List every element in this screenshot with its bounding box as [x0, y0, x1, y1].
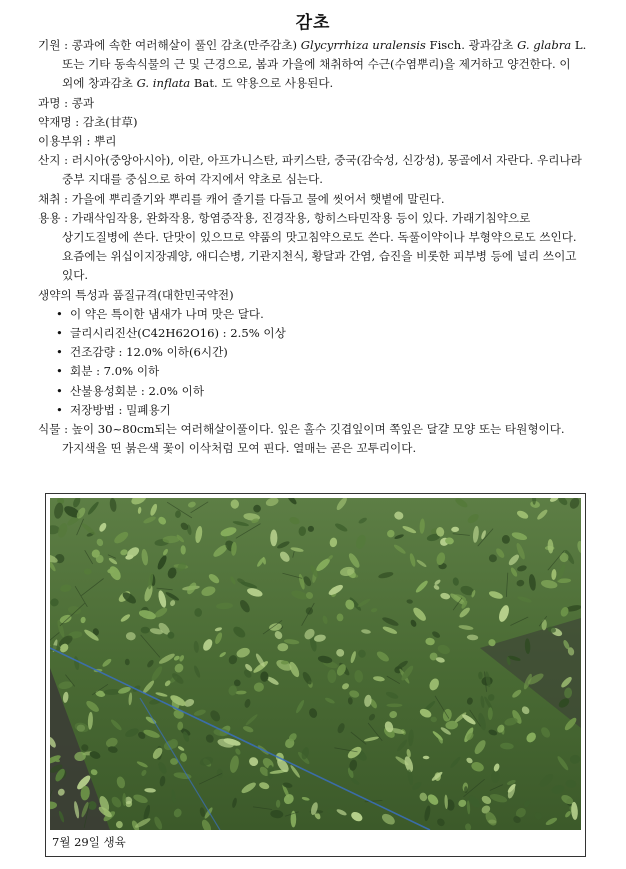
usage-label: 용용 : [38, 210, 72, 225]
quality-item: • 건조감량 : 12.0% 이하(6시간) [52, 343, 594, 362]
harvest-entry [38, 190, 594, 209]
part-used-label: 이용부위 : [38, 134, 95, 149]
part-used-entry [38, 132, 594, 151]
leaf-shape [270, 530, 277, 547]
photo-caption: 7월 29일 생육 [52, 835, 126, 849]
quality-heading: 생약의 특성과 품질규격(대한민국약전) [38, 287, 234, 302]
leaf-shape [464, 786, 468, 793]
habitat-label: 산지 : [38, 153, 72, 168]
origin-label: 기원 : [38, 38, 72, 52]
scientific-name-uralensis: Glycyrrhiza uralensis [300, 38, 426, 52]
leaf-shape [386, 704, 402, 708]
harvest-label: 채취 : [38, 191, 72, 206]
photo-figure [45, 493, 586, 857]
scientific-name-inflata: G. inflata [136, 76, 191, 91]
foliage-illustration [50, 498, 581, 830]
origin-text-2: Fisch. 광과감초 [425, 38, 518, 52]
family-label: 과명 : [38, 95, 72, 110]
licorice-plant-photo [50, 498, 581, 830]
origin-entry [38, 36, 594, 94]
plant-value: 높이 30~80cm되는 여러해살이풀이다. 잎은 홀수 깃겹잎이며 쪽잎은 달걀 모양 또는 타원형이다. 가지색을 띤 붉은색 꽃이 이삭처럼 모여 핀다. 열매는 곧은 꼬투리이다. [62, 422, 565, 456]
quality-item: • 저장방법 : 밀폐용기 [52, 401, 594, 420]
usage-entry [38, 209, 594, 286]
habitat-value: 러시아(중앙아시아), 이란, 아프가니스탄, 파키스탄, 중국(감숙성, 신강성), 몽골에서 자란다. 우리나라 중부 지대를 중심으로 하여 각지에서 약초로 심는다. [62, 153, 582, 187]
quality-item: • 글리시리진산(C42H62O16) : 2.5% 이상 [52, 324, 594, 343]
origin-text-3: L. 또는 기타 동속식물의 근 및 근경으로, 봄과 가을에 채취하여 수근(수염뿌리)을 제거하고 양건한다. 이 외에 창과감초 [62, 38, 587, 91]
page-title: 감초 [295, 13, 331, 33]
drug-name-entry [38, 113, 594, 132]
quality-item: • 이 약은 특이한 냄새가 나며 맛은 달다. [52, 305, 594, 324]
quality-list [38, 305, 594, 420]
usage-value: 가래삭임작용, 완화작용, 항염증작용, 진경작용, 항히스타민작용 등이 있다. 가래기침약으로 상기도질병에 쓴다. 단맛이 있으므로 약품의 맛고침약으로도 쓴다. 독풀이약이나 부형약으로도 쓰인다. 요즘에는 위십이지장궤양, 애디슨병, 기관지천식, 황달과 간염, 습진을 비롯한 피부병 등에 널리 쓰이고 있다. [62, 210, 577, 283]
monograph-body [38, 36, 594, 458]
drug-name-label: 약재명 : [38, 114, 83, 129]
harvest-value: 가을에 뿌리줄기와 뿌리를 캐어 줄기를 다듬고 물에 씻어서 햇볕에 말린다. [71, 191, 445, 206]
quality-item: • 산불용성회분 : 2.0% 이하 [52, 382, 594, 401]
drug-name-value: 감초(甘草) [82, 114, 138, 129]
quality-item: • 회분 : 7.0% 이하 [52, 362, 594, 381]
family-value: 콩과 [71, 95, 95, 110]
habitat-entry [38, 151, 594, 189]
plant-entry [38, 420, 594, 458]
plant-label: 식물 : [38, 422, 72, 437]
scientific-name-glabra: G. glabra [517, 38, 572, 52]
origin-text-4: Bat. 도 약용으로 사용된다. [190, 76, 334, 91]
family-entry [38, 94, 594, 113]
origin-text-1: 콩과에 속한 여러해살이 풀인 감초(만주감초) [71, 38, 301, 52]
part-used-value: 뿌리 [94, 134, 117, 149]
leaf-shape [260, 671, 268, 681]
